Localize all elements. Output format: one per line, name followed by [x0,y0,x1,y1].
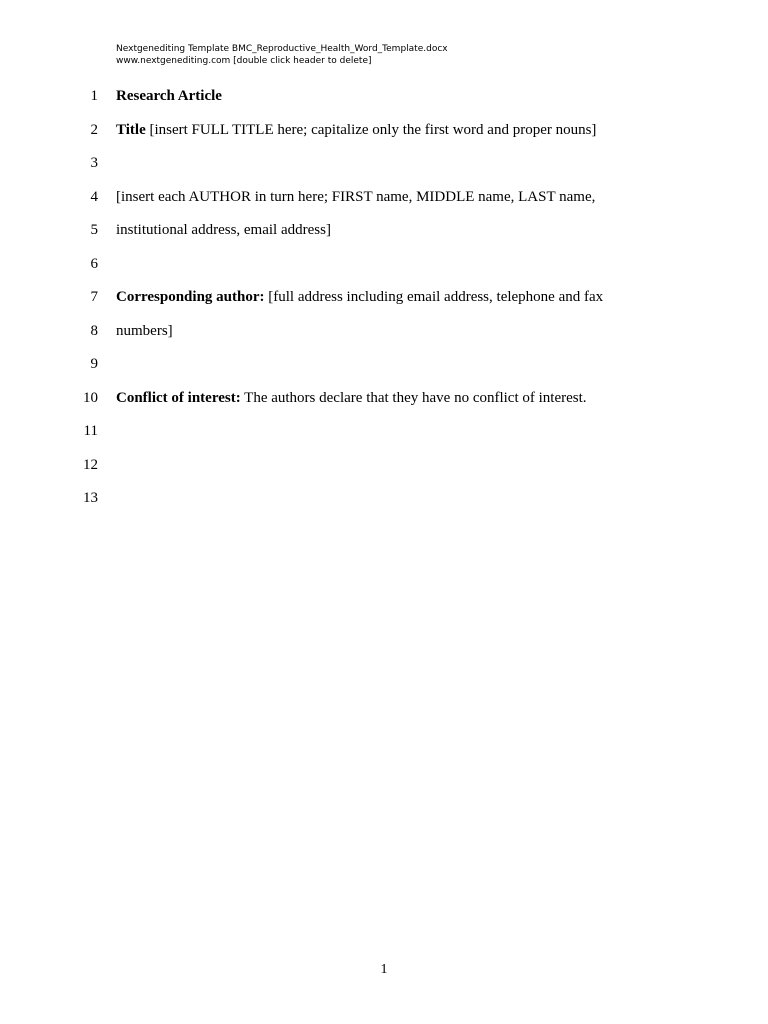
document-body [0,84,768,520]
line-11 [0,419,768,453]
line-number: 9 [90,356,98,372]
line-number: 3 [90,155,98,171]
line-7 [0,285,768,319]
document-header [116,43,448,67]
corresponding-author-placeholder: [full address including email address, telephone and fax [264,289,604,305]
line-5 [0,218,768,252]
line-number: 12 [83,456,98,473]
line-number: 4 [90,188,98,205]
line-1 [0,84,768,118]
line-6 [0,252,768,286]
title-placeholder: [insert FULL TITLE here; capitalize only the first word and proper nouns] [145,121,597,138]
page-number: 1 [380,962,388,977]
line-13 [0,486,768,520]
line-number: 7 [90,289,98,305]
line-2 [0,118,768,152]
line-text[interactable] [116,185,595,209]
author-placeholder-cont: institutional address, email address] [116,222,331,238]
line-4 [0,185,768,219]
corresponding-author-placeholder-cont: numbers] [116,322,173,339]
author-placeholder: [insert each AUTHOR in turn here; FIRST name, MIDDLE name, LAST name, [116,188,596,205]
line-number: 5 [90,222,98,238]
title-label: Title [116,121,146,138]
corresponding-author-label: Corresponding author: [116,289,265,305]
line-number: 6 [90,255,98,272]
line-text[interactable] [116,285,603,309]
line-10 [0,386,768,420]
line-text[interactable] [116,218,331,242]
line-3 [0,151,768,185]
header-website: www.nextgenediting.com [double click header to delete] [116,56,372,66]
line-text[interactable] [116,386,587,410]
article-type: Research Article [116,88,222,104]
line-number: 10 [83,389,98,406]
conflict-of-interest-label: Conflict of interest: [116,389,241,406]
line-9 [0,352,768,386]
line-text[interactable] [116,118,596,142]
header-filename: Nextgenediting Template BMC_Reproductive_Health_Word_Template.docx [116,44,448,54]
line-number: 11 [83,423,98,439]
line-number: 1 [90,88,98,104]
line-12 [0,453,768,487]
conflict-of-interest-statement: The authors declare that they have no conflict of interest. [240,389,587,406]
line-8 [0,319,768,353]
line-text[interactable] [116,84,222,108]
line-number: 13 [83,490,98,506]
line-text[interactable] [116,319,173,343]
line-number: 8 [90,322,98,339]
line-number: 2 [90,121,98,138]
